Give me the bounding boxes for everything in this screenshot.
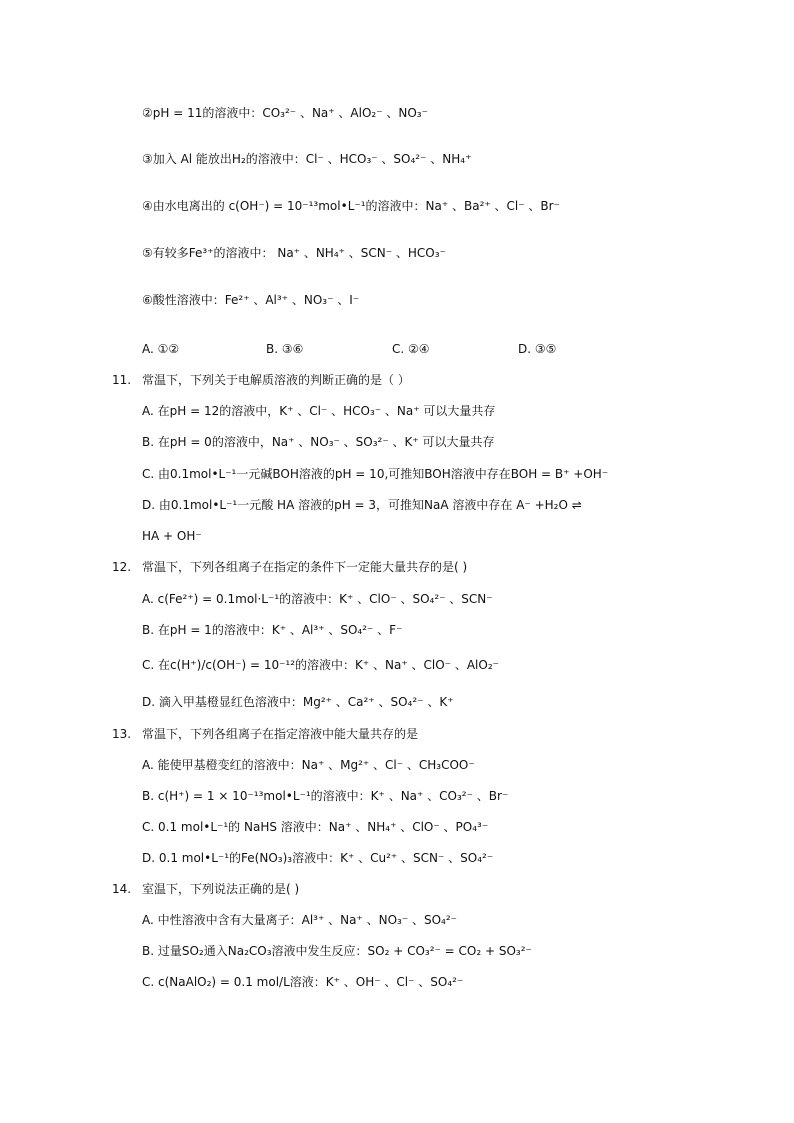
choice-c: C. ②④ <box>392 342 430 356</box>
option-b: B. 过量SO₂通入Na₂CO₃溶液中发生反应：SO₂ + CO₃²⁻ = CO₂ + SO₃²⁻ <box>142 944 532 958</box>
option-b: B. 在pH = 1的溶液中：K⁺ 、Al³⁺ 、SO₄²⁻ 、F⁻ <box>142 623 403 637</box>
option-d: D. 滴入甲基橙显红色溶液中：Mg²⁺ 、Ca²⁺ 、SO₄²⁻ 、K⁺ <box>142 695 454 709</box>
choice-d: D. ③⑤ <box>518 342 557 356</box>
question-number: 12. <box>112 560 132 574</box>
question-stem: 常温下，下列各组离子在指定的条件下一定能大量共存的是( ) <box>142 560 468 574</box>
option-d: D. 0.1 mol•L⁻¹的Fe(NO₃)₃溶液中：K⁺ 、Cu²⁺ 、SCN⁻ 、SO₄²⁻ <box>142 851 494 865</box>
option-d-continued: HA + OH⁻ <box>142 529 202 543</box>
item-5: ⑤有较多Fe³⁺的溶液中： Na⁺ 、NH₄⁺ 、SCN⁻ 、HCO₃⁻ <box>142 246 446 260</box>
item-6: ⑥酸性溶液中：Fe²⁺ 、Al³⁺ 、NO₃⁻ 、I⁻ <box>142 293 360 307</box>
option-c: C. 0.1 mol•L⁻¹的 NaHS 溶液中：Na⁺ 、NH₄⁺ 、ClO⁻ 、PO₄³⁻ <box>142 820 489 834</box>
question-stem: 常温下，下列各组离子在指定溶液中能大量共存的是 <box>142 727 419 741</box>
choice-a: A. ①② <box>142 342 180 356</box>
option-c: C. 在c(H⁺)/c(OH⁻) = 10⁻¹²的溶液中：K⁺ 、Na⁺ 、ClO⁻ 、AlO₂⁻ <box>142 658 499 672</box>
option-a: A. 中性溶液中含有大量离子：Al³⁺ 、Na⁺ 、NO₃⁻ 、SO₄²⁻ <box>142 913 458 927</box>
item-2: ②pH = 11的溶液中：CO₃²⁻ 、Na⁺ 、AlO₂⁻ 、NO₃⁻ <box>142 106 428 120</box>
question-number: 11. <box>112 373 132 387</box>
question-number: 13. <box>112 727 132 741</box>
option-a: A. 在pH = 12的溶液中，K⁺ 、Cl⁻ 、HCO₃⁻ 、Na⁺ 可以大量共存 <box>142 404 496 418</box>
option-d: D. 由0.1mol•L⁻¹一元酸 HA 溶液的pH = 3，可推知NaA 溶液中存在 A⁻ +H₂O ⇌ <box>142 498 582 512</box>
option-c: C. 由0.1mol•L⁻¹一元碱BOH溶液的pH = 10,可推知BOH溶液中存在BOH = B⁺ +OH⁻ <box>142 467 609 481</box>
question-stem: 室温下，下列说法正确的是( ) <box>142 882 300 896</box>
option-b: B. 在pH = 0的溶液中，Na⁺ 、NO₃⁻ 、SO₃²⁻ 、K⁺ 可以大量共存 <box>142 435 495 449</box>
choice-b: B. ③⑥ <box>266 342 304 356</box>
item-4: ④由水电离出的 c(OH⁻) = 10⁻¹³mol•L⁻¹的溶液中：Na⁺ 、Ba²⁺ 、Cl⁻ 、Br⁻ <box>142 199 560 213</box>
option-a: A. 能使甲基橙变红的溶液中：Na⁺ 、Mg²⁺ 、Cl⁻ 、CH₃COO⁻ <box>142 758 475 772</box>
question-stem: 常温下，下列关于电解质溶液的判断正确的是（ ） <box>142 373 410 387</box>
question-number: 14. <box>112 882 132 896</box>
option-b: B. c(H⁺) = 1 × 10⁻¹³mol•L⁻¹的溶液中：K⁺ 、Na⁺ 、CO₃²⁻ 、Br⁻ <box>142 789 509 803</box>
option-c: C. c(NaAlO₂) = 0.1 mol/L溶液：K⁺ 、OH⁻ 、Cl⁻ 、SO₄²⁻ <box>142 975 464 989</box>
item-3: ③加入 Al 能放出H₂的溶液中：Cl⁻ 、HCO₃⁻ 、SO₄²⁻ 、NH₄⁺ <box>142 152 472 166</box>
option-a: A. c(Fe²⁺) = 0.1mol·L⁻¹的溶液中：K⁺ 、ClO⁻ 、SO₄²⁻ 、SCN⁻ <box>142 592 493 606</box>
